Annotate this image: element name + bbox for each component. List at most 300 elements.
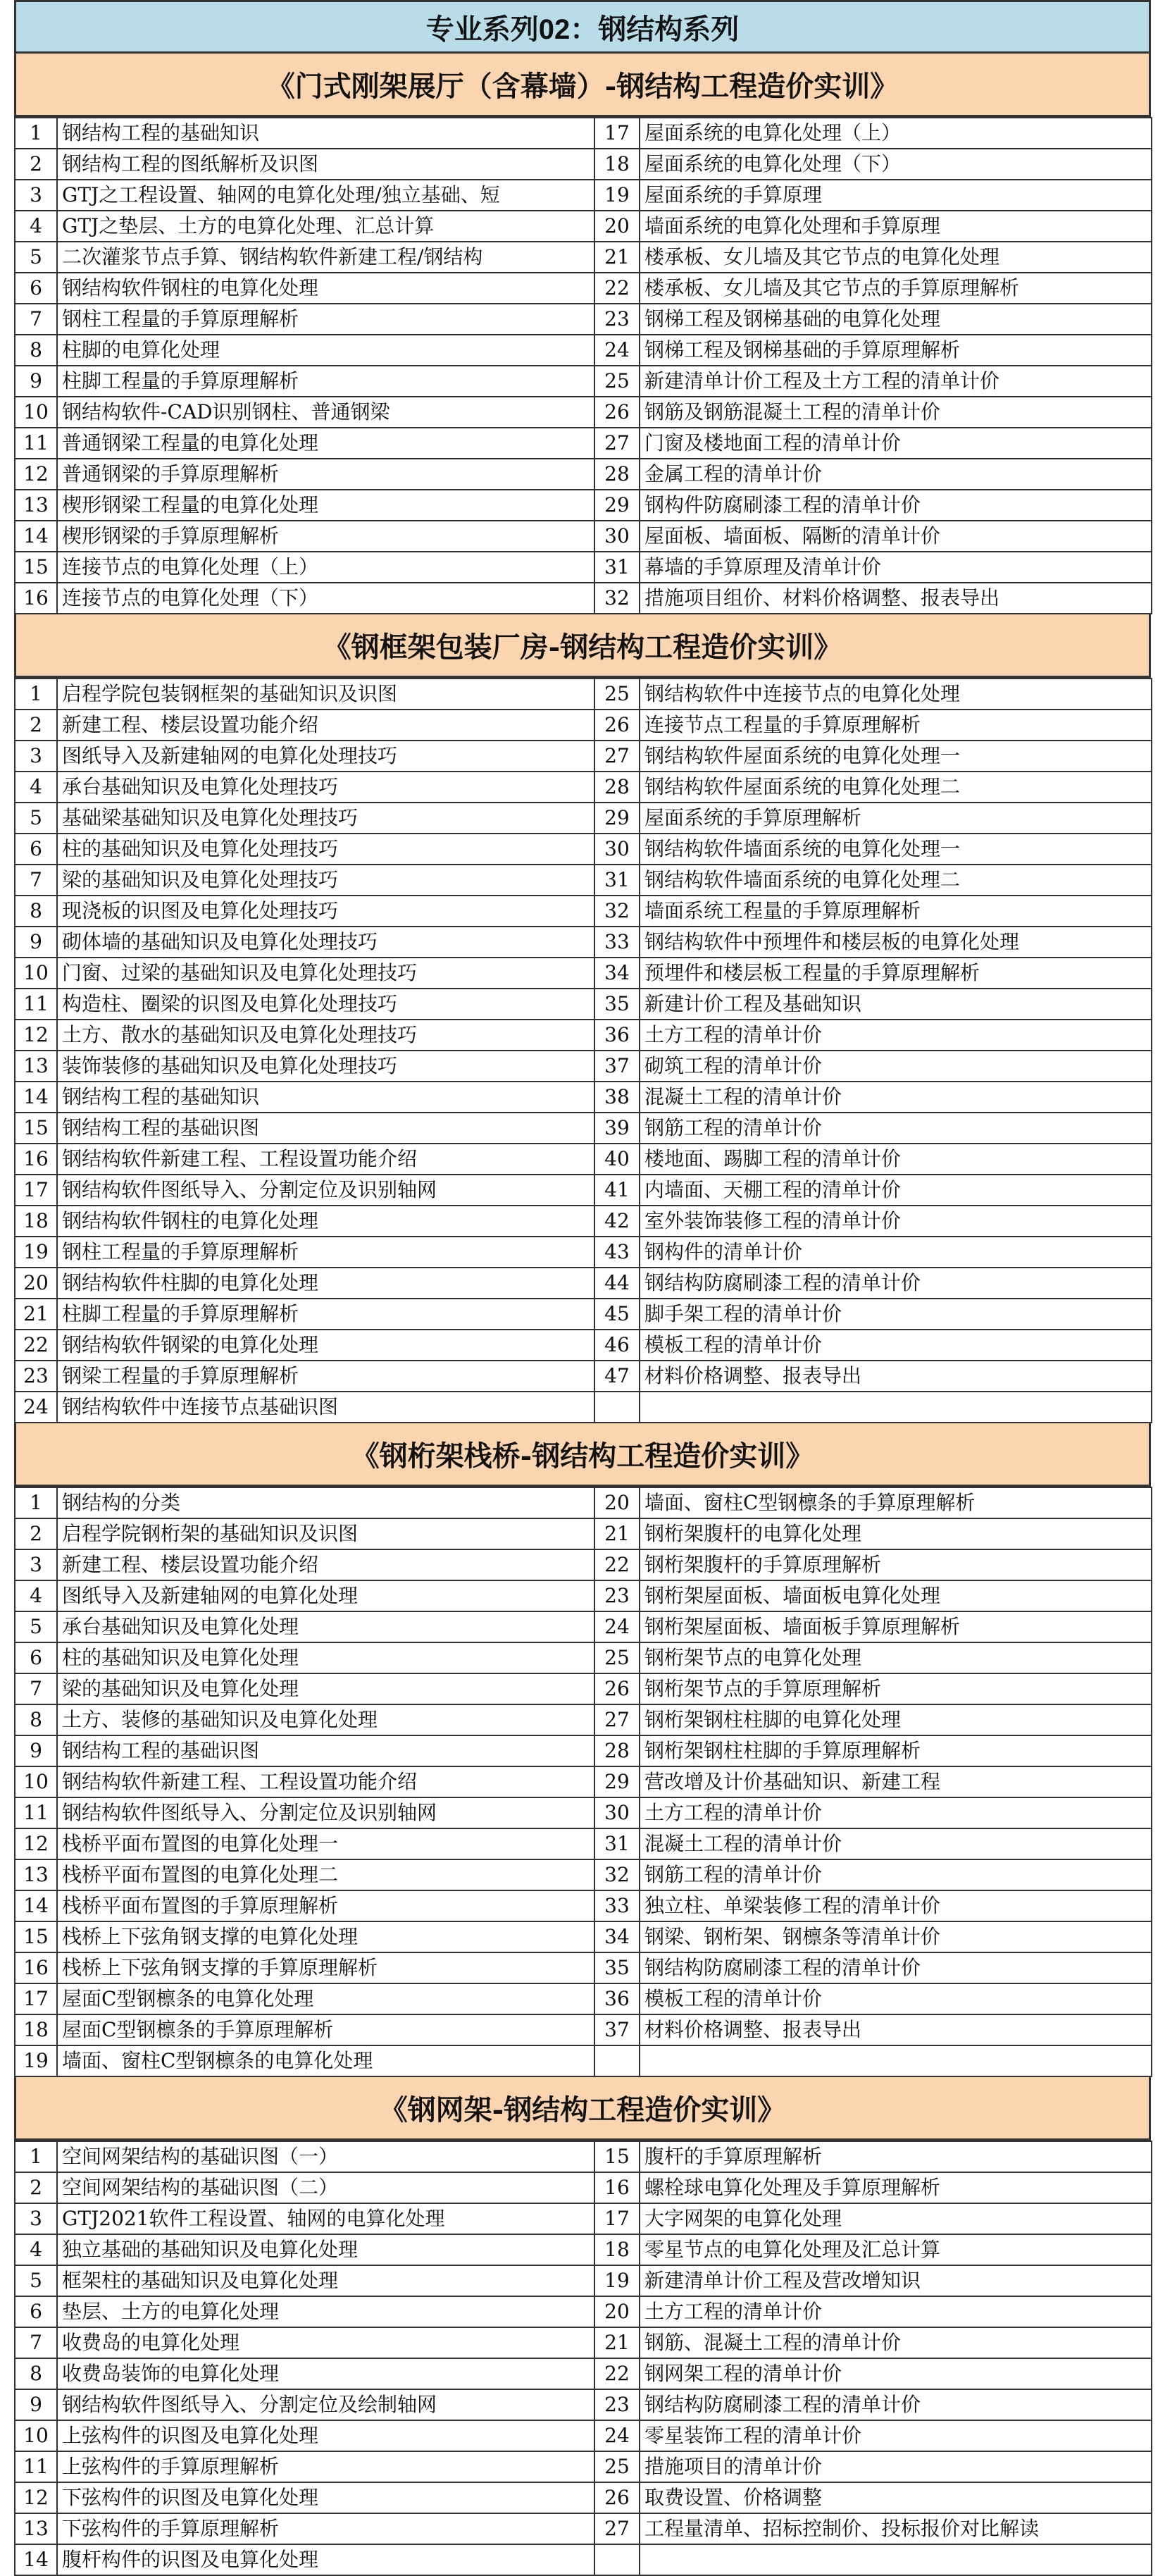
lesson-title: 螺栓球电算化处理及手算原理解析 [640,2172,1152,2203]
lesson-table [14,1487,1152,2077]
table-row [15,1580,1152,1611]
lesson-title: 钢结构软件钢柱的电算化处理 [57,273,594,304]
lesson-title: 钢结构工程的基础识图 [57,1113,594,1144]
lesson-title: 材料价格调整、报表导出 [640,1361,1152,1392]
lesson-title: 室外装饰装修工程的清单计价 [640,1206,1152,1237]
table-row [15,2482,1152,2513]
lesson-number: 33 [594,1890,640,1921]
lesson-number: 1 [15,679,57,710]
lesson-number: 5 [15,803,57,834]
table-row [15,2544,1152,2575]
course-catalog [14,0,1151,2576]
lesson-title: 构造柱、圈梁的识图及电算化处理技巧 [57,989,594,1020]
page-title: 专业系列02：钢结构系列 [14,0,1151,54]
lesson-number: 34 [594,1921,640,1952]
lesson-number: 5 [15,1611,57,1642]
lesson-title: 屋面板、墙面板、隔断的清单计价 [640,521,1152,552]
lesson-number: 7 [15,865,57,896]
lesson-title: 砌筑工程的清单计价 [640,1051,1152,1082]
table-row [15,1797,1152,1828]
lesson-title: 混凝土工程的清单计价 [640,1828,1152,1859]
table-row [15,803,1152,834]
lesson-title: 脚手架工程的清单计价 [640,1299,1152,1330]
lesson-number: 6 [15,834,57,865]
lesson-number: 31 [594,1828,640,1859]
lesson-title: 上弦构件的识图及电算化处理 [57,2420,594,2451]
table-row [15,1549,1152,1580]
lesson-title: 钢结构软件屋面系统的电算化处理二 [640,772,1152,803]
lesson-title: 钢结构软件中连接节点基础识图 [57,1392,594,1423]
lesson-title: 营改增及计价基础知识、新建工程 [640,1766,1152,1797]
lesson-number: 4 [15,1580,57,1611]
lesson-title: 柱脚工程量的手算原理解析 [57,1299,594,1330]
lesson-title: 砌体墙的基础知识及电算化处理技巧 [57,927,594,958]
lesson-number: 37 [594,2014,640,2045]
lesson-title: 钢构件防腐刷漆工程的清单计价 [640,490,1152,521]
lesson-title: 钢桁架节点的手算原理解析 [640,1673,1152,1704]
lesson-title: 楼承板、女儿墙及其它节点的手算原理解析 [640,273,1152,304]
lesson-number: 19 [594,180,640,211]
lesson-number [594,2544,640,2575]
lesson-number: 5 [15,2265,57,2296]
lesson-number: 8 [15,1704,57,1735]
lesson-title: 屋面系统的电算化处理（下） [640,149,1152,180]
lesson-title: 预埋件和楼层板工程量的手算原理解析 [640,958,1152,989]
lesson-number: 20 [594,211,640,242]
lesson-title [640,1392,1152,1423]
table-row [15,180,1152,211]
lesson-number: 41 [594,1175,640,1206]
lesson-title: 腹杆构件的识图及电算化处理 [57,2544,594,2575]
lesson-title: 柱脚工程量的手算原理解析 [57,366,594,397]
lesson-number: 36 [594,1983,640,2014]
lesson-number: 1 [15,1487,57,1518]
lesson-number: 26 [594,1673,640,1704]
lesson-title: 独立基础的基础知识及电算化处理 [57,2234,594,2265]
lesson-number: 3 [15,741,57,772]
lesson-title: 楼地面、踢脚工程的清单计价 [640,1144,1152,1175]
lesson-title: 钢桁架腹杆的手算原理解析 [640,1549,1152,1580]
lesson-number: 16 [594,2172,640,2203]
lesson-title: 钢桁架节点的电算化处理 [640,1642,1152,1673]
lesson-number: 23 [594,304,640,335]
lesson-number: 15 [15,552,57,583]
table-row [15,1735,1152,1766]
table-row [15,1113,1152,1144]
lesson-title: 取费设置、价格调整 [640,2482,1152,2513]
lesson-number: 28 [594,1735,640,1766]
lesson-number: 26 [594,710,640,741]
lesson-number: 13 [15,1051,57,1082]
lesson-title: 栈桥平面布置图的手算原理解析 [57,1890,594,1921]
lesson-number: 45 [594,1299,640,1330]
lesson-title: 连接节点工程量的手算原理解析 [640,710,1152,741]
table-row [15,1673,1152,1704]
lesson-title: 钢结构工程的基础识图 [57,1735,594,1766]
table-row [15,1921,1152,1952]
table-row [15,2389,1152,2420]
table-row [15,1642,1152,1673]
table-row [15,1611,1152,1642]
lesson-title: 门窗及楼地面工程的清单计价 [640,428,1152,459]
lesson-number: 22 [594,2358,640,2389]
lesson-number: 31 [594,865,640,896]
lesson-number: 44 [594,1268,640,1299]
lesson-title: 模板工程的清单计价 [640,1330,1152,1361]
lesson-title: 土方、散水的基础知识及电算化处理技巧 [57,1020,594,1051]
lesson-number: 2 [15,2172,57,2203]
lesson-number: 40 [594,1144,640,1175]
lesson-title: 钢结构防腐刷漆工程的清单计价 [640,1268,1152,1299]
lesson-number: 39 [594,1113,640,1144]
table-row [15,1051,1152,1082]
lesson-number: 17 [594,118,640,149]
lesson-title: 楔形钢梁工程量的电算化处理 [57,490,594,521]
table-row [15,1330,1152,1361]
lesson-title: 墙面系统工程量的手算原理解析 [640,896,1152,927]
lesson-number: 22 [594,273,640,304]
lesson-number: 47 [594,1361,640,1392]
lesson-number: 21 [594,242,640,273]
lesson-number: 9 [15,366,57,397]
table-row [15,2265,1152,2296]
lesson-title: 梁的基础知识及电算化处理技巧 [57,865,594,896]
table-row [15,1020,1152,1051]
lesson-number: 14 [15,2544,57,2575]
lesson-title: 钢结构软件钢柱的电算化处理 [57,1206,594,1237]
lesson-number: 3 [15,180,57,211]
table-row [15,1983,1152,2014]
table-row [15,490,1152,521]
lesson-title: 基础梁基础知识及电算化处理技巧 [57,803,594,834]
lesson-number: 30 [594,834,640,865]
lesson-number: 8 [15,335,57,366]
lesson-number: 19 [15,2045,57,2076]
lesson-number: 30 [594,521,640,552]
lesson-number: 29 [594,490,640,521]
table-row [15,1361,1152,1392]
lesson-number: 7 [15,304,57,335]
lesson-title: 钢桁架钢柱柱脚的电算化处理 [640,1704,1152,1735]
lesson-number: 4 [15,772,57,803]
lesson-title: 钢结构工程的基础知识 [57,118,594,149]
lesson-title: 钢结构工程的基础知识 [57,1082,594,1113]
lesson-table [14,2141,1152,2576]
lesson-number: 33 [594,927,640,958]
lesson-number: 23 [15,1361,57,1392]
lesson-title [640,2045,1152,2076]
lesson-number: 12 [15,459,57,490]
lesson-number: 30 [594,1797,640,1828]
lesson-number: 12 [15,1020,57,1051]
lesson-number: 18 [594,2234,640,2265]
lesson-title: 楼承板、女儿墙及其它节点的电算化处理 [640,242,1152,273]
lesson-title: 独立柱、单梁装修工程的清单计价 [640,1890,1152,1921]
table-row [15,397,1152,428]
lesson-title: 墙面系统的电算化处理和手算原理 [640,211,1152,242]
lesson-number: 32 [594,896,640,927]
lesson-number: 10 [15,958,57,989]
lesson-title: GTJ2021软件工程设置、轴网的电算化处理 [57,2203,594,2234]
lesson-title: 钢结构软件中预埋件和楼层板的电算化处理 [640,927,1152,958]
table-row [15,2045,1152,2076]
lesson-title: 承台基础知识及电算化处理技巧 [57,772,594,803]
lesson-title: 钢梁工程量的手算原理解析 [57,1361,594,1392]
table-row [15,428,1152,459]
lesson-title: 屋面C型钢檩条的电算化处理 [57,1983,594,2014]
lesson-title: 柱的基础知识及电算化处理 [57,1642,594,1673]
lesson-number: 25 [594,1642,640,1673]
lesson-title: 钢结构软件屋面系统的电算化处理一 [640,741,1152,772]
lesson-number: 37 [594,1051,640,1082]
lesson-number: 2 [15,149,57,180]
lesson-title: 垫层、土方的电算化处理 [57,2296,594,2327]
lesson-title: 钢柱工程量的手算原理解析 [57,1237,594,1268]
lesson-number: 19 [594,2265,640,2296]
lesson-number: 28 [594,459,640,490]
lesson-number: 20 [594,2296,640,2327]
table-row [15,1487,1152,1518]
lesson-title: 钢结构软件-CAD识别钢柱、普通钢梁 [57,397,594,428]
lesson-title: 钢筋及钢筋混凝土工程的清单计价 [640,397,1152,428]
lesson-number: 10 [15,1766,57,1797]
lesson-title: 零星装饰工程的清单计价 [640,2420,1152,2451]
table-row [15,1082,1152,1113]
lesson-number: 2 [15,1518,57,1549]
lesson-number: 12 [15,1828,57,1859]
lesson-title: 承台基础知识及电算化处理 [57,1611,594,1642]
lesson-number: 20 [15,1268,57,1299]
lesson-title: 收费岛的电算化处理 [57,2327,594,2358]
lesson-title: 钢结构软件钢梁的电算化处理 [57,1330,594,1361]
table-row [15,1704,1152,1735]
lesson-number: 5 [15,242,57,273]
lesson-number: 14 [15,521,57,552]
table-row [15,2172,1152,2203]
table-row [15,2358,1152,2389]
lesson-title: GTJ之垫层、土方的电算化处理、汇总计算 [57,211,594,242]
lesson-number: 3 [15,1549,57,1580]
lesson-number [594,1392,640,1423]
table-row [15,896,1152,927]
lesson-number: 24 [594,335,640,366]
lesson-title: 栈桥平面布置图的电算化处理一 [57,1828,594,1859]
lesson-number: 4 [15,2234,57,2265]
table-row [15,989,1152,1020]
lesson-number: 43 [594,1237,640,1268]
table-row [15,958,1152,989]
lesson-number: 15 [15,1921,57,1952]
lesson-table [14,117,1152,614]
lesson-title: 柱的基础知识及电算化处理技巧 [57,834,594,865]
table-row [15,2451,1152,2482]
table-row [15,211,1152,242]
lesson-number: 3 [15,2203,57,2234]
lesson-number: 38 [594,1082,640,1113]
lesson-title: 钢桁架屋面板、墙面板手算原理解析 [640,1611,1152,1642]
lesson-title: 屋面C型钢檩条的手算原理解析 [57,2014,594,2045]
lesson-number: 6 [15,1642,57,1673]
lesson-title: 钢结构软件新建工程、工程设置功能介绍 [57,1766,594,1797]
lesson-number: 16 [15,1952,57,1983]
lesson-title: 启程学院钢桁架的基础知识及识图 [57,1518,594,1549]
lesson-title: 钢网架工程的清单计价 [640,2358,1152,2389]
lesson-number: 29 [594,803,640,834]
section-title: 《钢桁架栈桥-钢结构工程造价实训》 [14,1423,1151,1487]
lesson-number: 27 [594,2513,640,2544]
lesson-title: 土方工程的清单计价 [640,1020,1152,1051]
lesson-title: 墙面、窗柱C型钢檩条的手算原理解析 [640,1487,1152,1518]
lesson-number: 1 [15,2141,57,2172]
table-row [15,366,1152,397]
lesson-number: 18 [15,2014,57,2045]
lesson-number: 34 [594,958,640,989]
lesson-title: 钢结构软件中连接节点的电算化处理 [640,679,1152,710]
lesson-number: 17 [15,1175,57,1206]
lesson-title: 墙面、窗柱C型钢檩条的电算化处理 [57,2045,594,2076]
lesson-number: 14 [15,1890,57,1921]
lesson-title: 内墙面、天棚工程的清单计价 [640,1175,1152,1206]
lesson-title: 空间网架结构的基础识图（一） [57,2141,594,2172]
table-row [15,710,1152,741]
lesson-number: 23 [594,2389,640,2420]
lesson-title: 屋面系统的手算原理解析 [640,803,1152,834]
lesson-title: 楔形钢梁的手算原理解析 [57,521,594,552]
lesson-number: 21 [594,1518,640,1549]
table-row [15,1766,1152,1797]
lesson-title: 屋面系统的电算化处理（上） [640,118,1152,149]
lesson-title: 钢结构工程的图纸解析及识图 [57,149,594,180]
lesson-title: 普通钢梁工程量的电算化处理 [57,428,594,459]
lesson-title: 零星节点的电算化处理及汇总计算 [640,2234,1152,2265]
lesson-title: 图纸导入及新建轴网的电算化处理技巧 [57,741,594,772]
lesson-number: 21 [594,2327,640,2358]
lesson-number: 11 [15,989,57,1020]
lesson-title: 钢结构软件墙面系统的电算化处理二 [640,865,1152,896]
lesson-title: 钢梯工程及钢梯基础的电算化处理 [640,304,1152,335]
table-row [15,865,1152,896]
lesson-table [14,678,1152,1423]
lesson-number: 25 [594,679,640,710]
table-row [15,521,1152,552]
lesson-title: 连接节点的电算化处理（上） [57,552,594,583]
table-row [15,927,1152,958]
lesson-number: 8 [15,896,57,927]
table-row [15,2327,1152,2358]
lesson-number: 10 [15,397,57,428]
sections-container [14,54,1151,2576]
table-row [15,118,1152,149]
lesson-title: 新建工程、楼层设置功能介绍 [57,710,594,741]
lesson-number: 1 [15,118,57,149]
table-row [15,583,1152,614]
lesson-title: 工程量清单、招标控制价、投标报价对比解读 [640,2513,1152,2544]
lesson-title: GTJ之工程设置、轴网的电算化处理/独立基础、短 [57,180,594,211]
lesson-number: 17 [15,1983,57,2014]
table-row [15,1859,1152,1890]
table-row [15,1144,1152,1175]
lesson-number: 18 [594,149,640,180]
lesson-number: 24 [594,1611,640,1642]
lesson-number: 36 [594,1020,640,1051]
lesson-title: 钢筋工程的清单计价 [640,1113,1152,1144]
lesson-number: 13 [15,1859,57,1890]
lesson-title: 框架柱的基础知识及电算化处理 [57,2265,594,2296]
lesson-title: 门窗、过梁的基础知识及电算化处理技巧 [57,958,594,989]
lesson-title: 钢筋工程的清单计价 [640,1859,1152,1890]
lesson-title: 钢筋、混凝土工程的清单计价 [640,2327,1152,2358]
lesson-title: 钢结构软件图纸导入、分割定位及识别轴网 [57,1797,594,1828]
table-row [15,2420,1152,2451]
lesson-title: 普通钢梁的手算原理解析 [57,459,594,490]
table-row [15,2203,1152,2234]
lesson-title: 措施项目的清单计价 [640,2451,1152,2482]
lesson-title: 空间网架结构的基础识图（二） [57,2172,594,2203]
lesson-number: 15 [594,2141,640,2172]
lesson-number: 13 [15,2513,57,2544]
lesson-number: 32 [594,1859,640,1890]
lesson-number: 46 [594,1330,640,1361]
lesson-title: 新建计价工程及基础知识 [640,989,1152,1020]
lesson-number: 6 [15,2296,57,2327]
lesson-title: 二次灌浆节点手算、钢结构软件新建工程/钢结构 [57,242,594,273]
lesson-number: 8 [15,2358,57,2389]
lesson-title: 现浇板的识图及电算化处理技巧 [57,896,594,927]
lesson-number: 23 [594,1580,640,1611]
table-row [15,772,1152,803]
lesson-title: 土方工程的清单计价 [640,1797,1152,1828]
lesson-number: 22 [594,1549,640,1580]
lesson-number: 15 [15,1113,57,1144]
lesson-number: 32 [594,583,640,614]
table-row [15,1268,1152,1299]
lesson-title: 措施项目组价、材料价格调整、报表导出 [640,583,1152,614]
lesson-number: 13 [15,490,57,521]
lesson-number: 16 [15,583,57,614]
lesson-title: 钢柱工程量的手算原理解析 [57,304,594,335]
table-row [15,1952,1152,1983]
lesson-title: 钢结构软件柱脚的电算化处理 [57,1268,594,1299]
lesson-number: 26 [594,2482,640,2513]
lesson-number: 29 [594,1766,640,1797]
lesson-number: 11 [15,428,57,459]
lesson-number: 14 [15,1082,57,1113]
lesson-title [640,2544,1152,2575]
lesson-number: 27 [594,428,640,459]
lesson-title: 钢结构软件图纸导入、分割定位及识别轴网 [57,1175,594,1206]
lesson-title: 柱脚的电算化处理 [57,335,594,366]
lesson-title: 钢桁架钢柱柱脚的手算原理解析 [640,1735,1152,1766]
lesson-title: 大字网架的电算化处理 [640,2203,1152,2234]
section-title: 《门式刚架展厅（含幕墙）-钢结构工程造价实训》 [14,54,1151,117]
table-row [15,1392,1152,1423]
lesson-number: 7 [15,2327,57,2358]
lesson-number: 6 [15,273,57,304]
lesson-number: 9 [15,2389,57,2420]
lesson-number: 21 [15,1299,57,1330]
table-row [15,552,1152,583]
lesson-number: 10 [15,2420,57,2451]
lesson-title: 栈桥平面布置图的电算化处理二 [57,1859,594,1890]
lesson-number: 9 [15,1735,57,1766]
lesson-title: 梁的基础知识及电算化处理 [57,1673,594,1704]
lesson-number: 28 [594,772,640,803]
lesson-number: 9 [15,927,57,958]
lesson-title: 钢桁架腹杆的电算化处理 [640,1518,1152,1549]
table-row [15,1518,1152,1549]
lesson-number: 25 [594,366,640,397]
lesson-number: 4 [15,211,57,242]
